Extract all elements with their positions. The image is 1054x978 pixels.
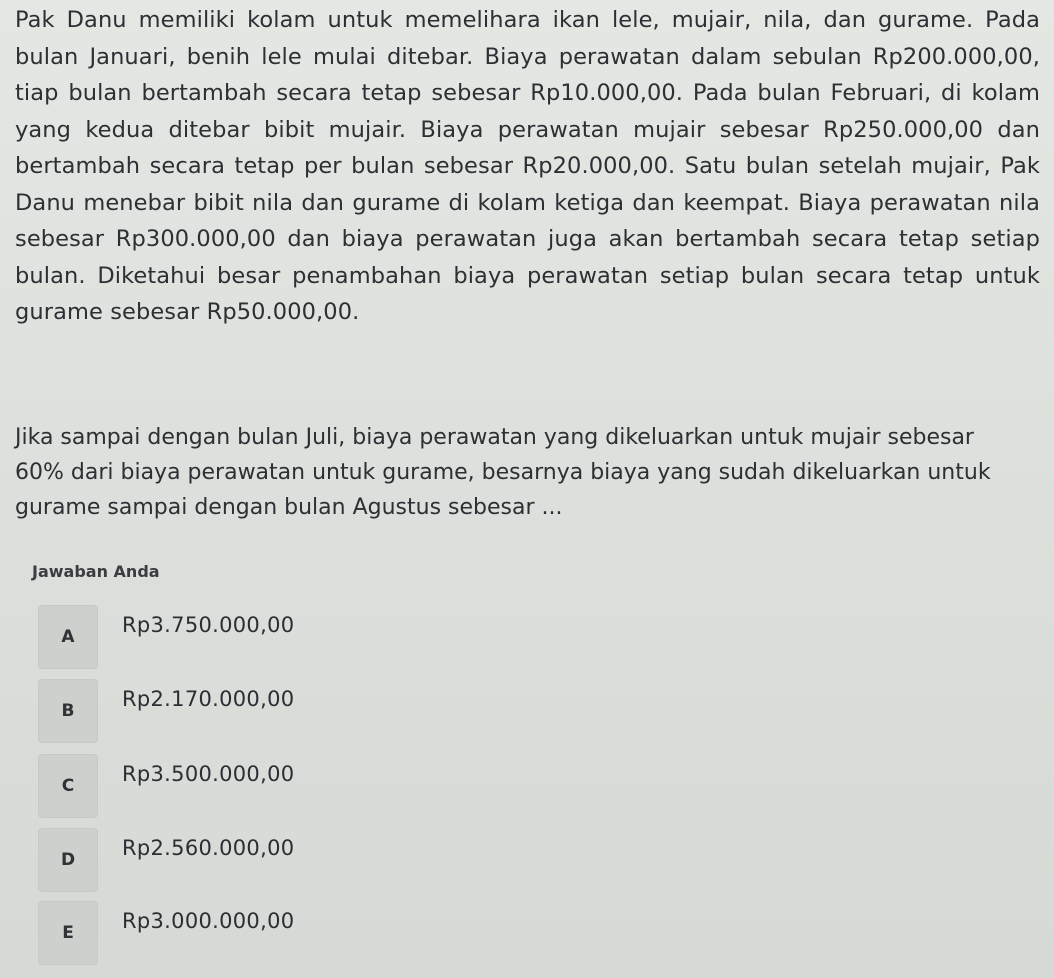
question-prompt: Jika sampai dengan bulan Juli, biaya perawatan yang dikeluarkan untuk mujair sebesar 60% dari biaya perawatan untuk gurame, besarnya biaya yang sudah dikeluarkan untuk gurame sampai dengan bulan Agustus sebesar ... bbox=[15, 425, 991, 520]
answer-section-label: Jawaban Anda bbox=[32, 562, 160, 581]
option-a[interactable] bbox=[38, 605, 438, 669]
option-value: Rp3.000.000,00 bbox=[122, 909, 295, 933]
option-d[interactable] bbox=[38, 828, 438, 892]
option-letter: D bbox=[60, 850, 76, 870]
option-letter: B bbox=[61, 701, 75, 721]
option-value: Rp2.170.000,00 bbox=[122, 687, 295, 711]
option-value: Rp3.750.000,00 bbox=[122, 613, 295, 637]
option-e[interactable] bbox=[38, 901, 438, 965]
option-letter: E bbox=[62, 923, 74, 943]
question-passage: Pak Danu memiliki kolam untuk memelihara ikan lele, mujair, nila, dan gurame. Pada bulan Januari, benih lele mulai ditebar. Biaya perawatan dalam sebulan Rp200.000,00, tiap bulan bertambah secara tetap sebesar Rp10.000,00. Pada bulan Februari, di kolam yang kedua ditebar bibit mujair. Biaya perawatan mujair sebesar Rp250.000,00 dan bertambah secara tetap per bulan sebesar Rp20.000,00. Satu bulan setelah mujair, Pak Danu menebar bibit nila dan gurame di kolam ketiga dan keempat. Biaya perawatan nila sebesar Rp300.000,00 dan biaya perawatan juga akan bertambah secara tetap setiap bulan. Diketahui besar penambahan biaya perawatan setiap bulan secara tetap untuk gurame sebesar Rp50.000,00. bbox=[15, 7, 1040, 325]
option-letter: C bbox=[61, 776, 75, 796]
option-c[interactable] bbox=[38, 754, 438, 818]
option-letter: A bbox=[61, 627, 75, 647]
option-value: Rp3.500.000,00 bbox=[122, 762, 295, 786]
option-value: Rp2.560.000,00 bbox=[122, 836, 295, 860]
option-b[interactable] bbox=[38, 679, 438, 743]
